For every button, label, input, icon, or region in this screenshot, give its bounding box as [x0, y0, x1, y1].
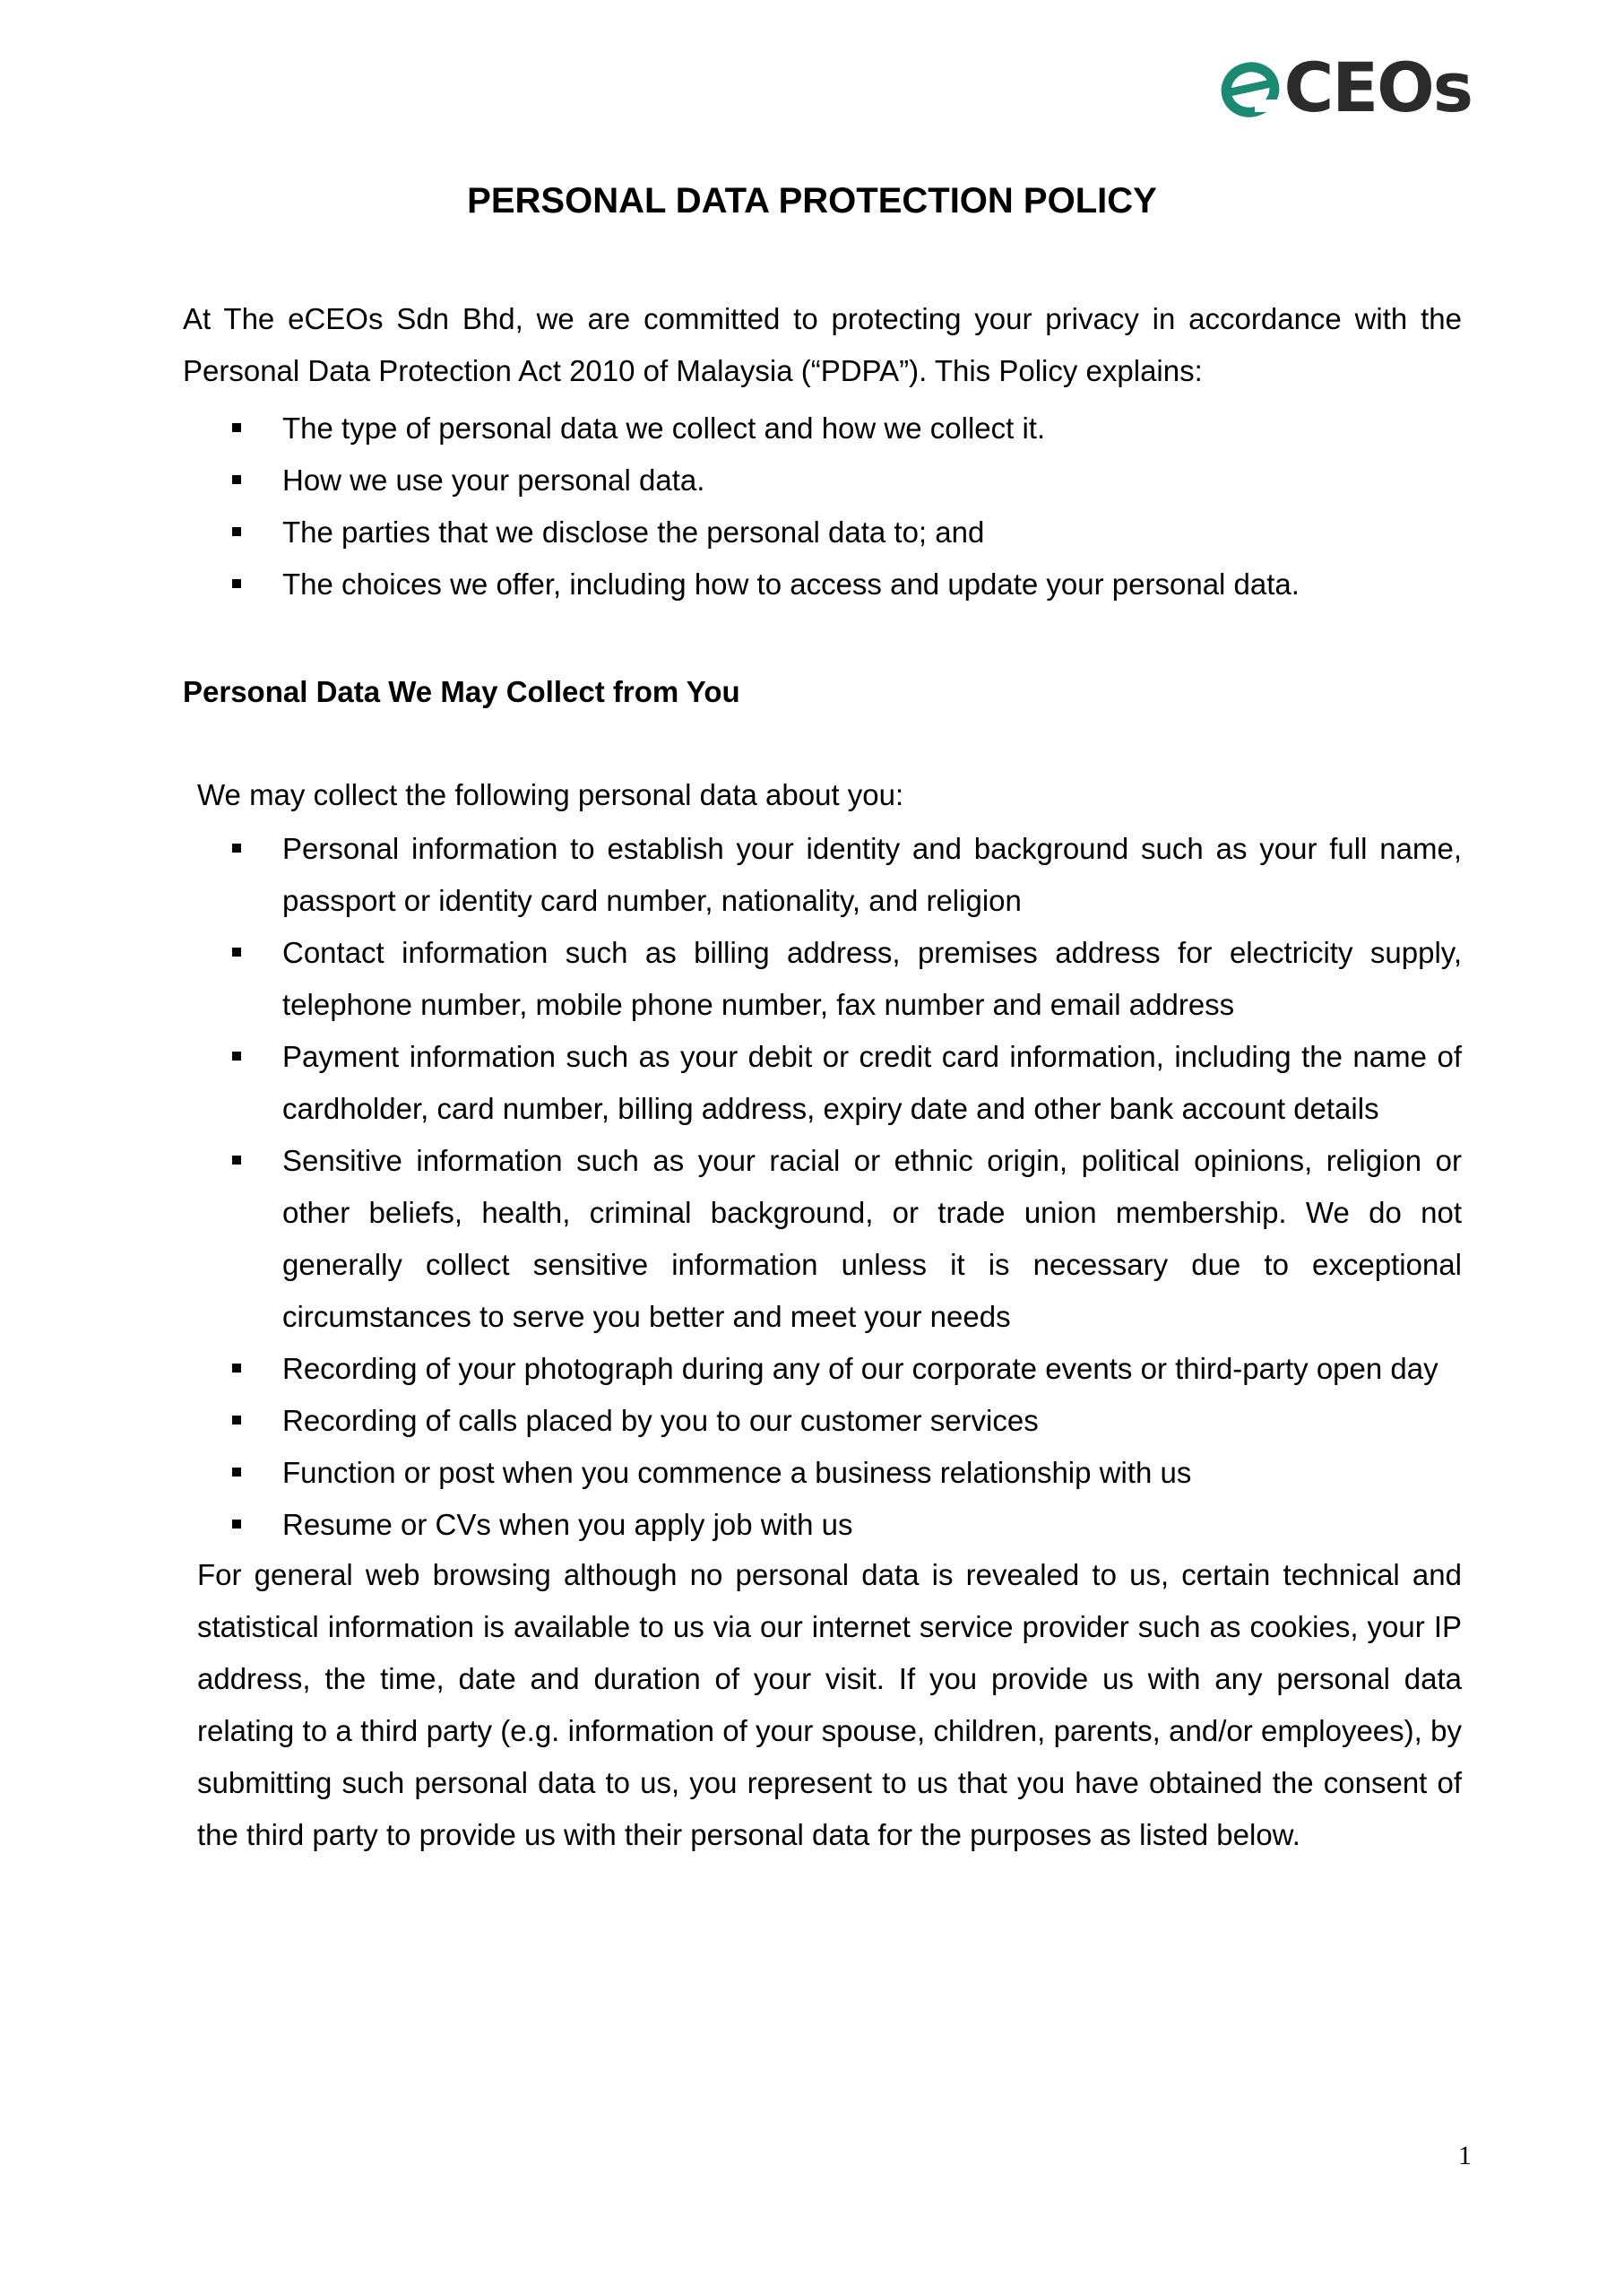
- bullet-icon: [232, 1364, 241, 1373]
- bullet-icon: [232, 1468, 241, 1477]
- list-item: [183, 1135, 1462, 1343]
- list-item-text: Payment information such as your debit or credit card information, including the name of cardholder, card number, billing address, expiry date and other bank account details: [282, 1040, 1462, 1125]
- bullet-icon: [232, 579, 241, 588]
- list-item: [183, 1447, 1462, 1499]
- list-item: [183, 507, 1462, 559]
- bullet-icon: [232, 527, 241, 536]
- section-lead: We may collect the following personal data about you:: [197, 778, 904, 811]
- page-number: 1: [1458, 2141, 1472, 2170]
- company-logo: [1219, 48, 1472, 127]
- list-item-text: Personal information to establish your identity and background such as your full name, passport or identity card number, nationality, and religion: [282, 832, 1462, 917]
- list-item: [183, 1395, 1462, 1447]
- logo-text: CEOs: [1283, 48, 1472, 127]
- list-item-text: The parties that we disclose the personal data to; and: [282, 515, 985, 549]
- page-title: PERSONAL DATA PROTECTION POLICY: [467, 181, 1157, 221]
- intro-list: [183, 403, 1462, 611]
- list-item-text: Recording of calls placed by you to our customer services: [282, 1404, 1039, 1437]
- list-item-text: Contact information such as billing address, premises address for electricity supply, telephone number, mobile phone number, fax number and email address: [282, 936, 1462, 1021]
- bullet-icon: [232, 1156, 241, 1165]
- closing-paragraph: For general web browsing although no personal data is revealed to us, certain technical and statistical information is available to us via our internet service provider such as cookies, your IP address, the time, date and duration of your visit. If you provide us with any personal data relating to a third party (e.g. information of your spouse, children, parents, and/or employees), by submitting such personal data to us, you represent to us that you have obtained the consent of the third party to provide us with their personal data for the purposes as listed below.: [197, 1558, 1462, 1851]
- bullet-icon: [232, 475, 241, 484]
- list-item-text: Resume or CVs when you apply job with us: [282, 1508, 853, 1541]
- bullet-icon: [232, 844, 241, 853]
- logo-e-mark-icon: [1219, 56, 1282, 119]
- list-item: [183, 927, 1462, 1031]
- bullet-icon: [232, 1052, 241, 1061]
- list-item-text: Sensitive information such as your racial or ethnic origin, political opinions, religion or other beliefs, health, criminal background, or trade union membership. We do not generally collect sensitive information unless it is necessary due to exceptional circumstances to serve you better and meet your needs: [282, 1144, 1462, 1333]
- list-item-text: How we use your personal data.: [282, 463, 705, 497]
- list-item: [183, 1343, 1462, 1395]
- list-item: [183, 1499, 1462, 1551]
- list-item: [183, 403, 1462, 455]
- intro-paragraph: At The eCEOs Sdn Bhd, we are committed to protecting your privacy in accordance with the Personal Data Protection Act 2010 of Malaysia (“PDPA”). This Policy explains:: [183, 302, 1462, 387]
- list-item: [183, 455, 1462, 507]
- bullet-icon: [232, 423, 241, 432]
- section-heading: Personal Data We May Collect from You: [183, 675, 740, 708]
- bullet-icon: [232, 1520, 241, 1529]
- list-item-text: The choices we offer, including how to access and update your personal data.: [282, 567, 1300, 601]
- list-item: [183, 823, 1462, 927]
- list-item: [183, 1031, 1462, 1135]
- bullet-icon: [232, 948, 241, 957]
- collected-data-list: [183, 823, 1462, 1551]
- list-item: [183, 559, 1462, 611]
- list-item-text: The type of personal data we collect and how we collect it.: [282, 411, 1046, 445]
- list-item-text: Function or post when you commence a business relationship with us: [282, 1456, 1192, 1489]
- bullet-icon: [232, 1416, 241, 1425]
- list-item-text: Recording of your photograph during any of our corporate events or third-party open day: [282, 1352, 1438, 1385]
